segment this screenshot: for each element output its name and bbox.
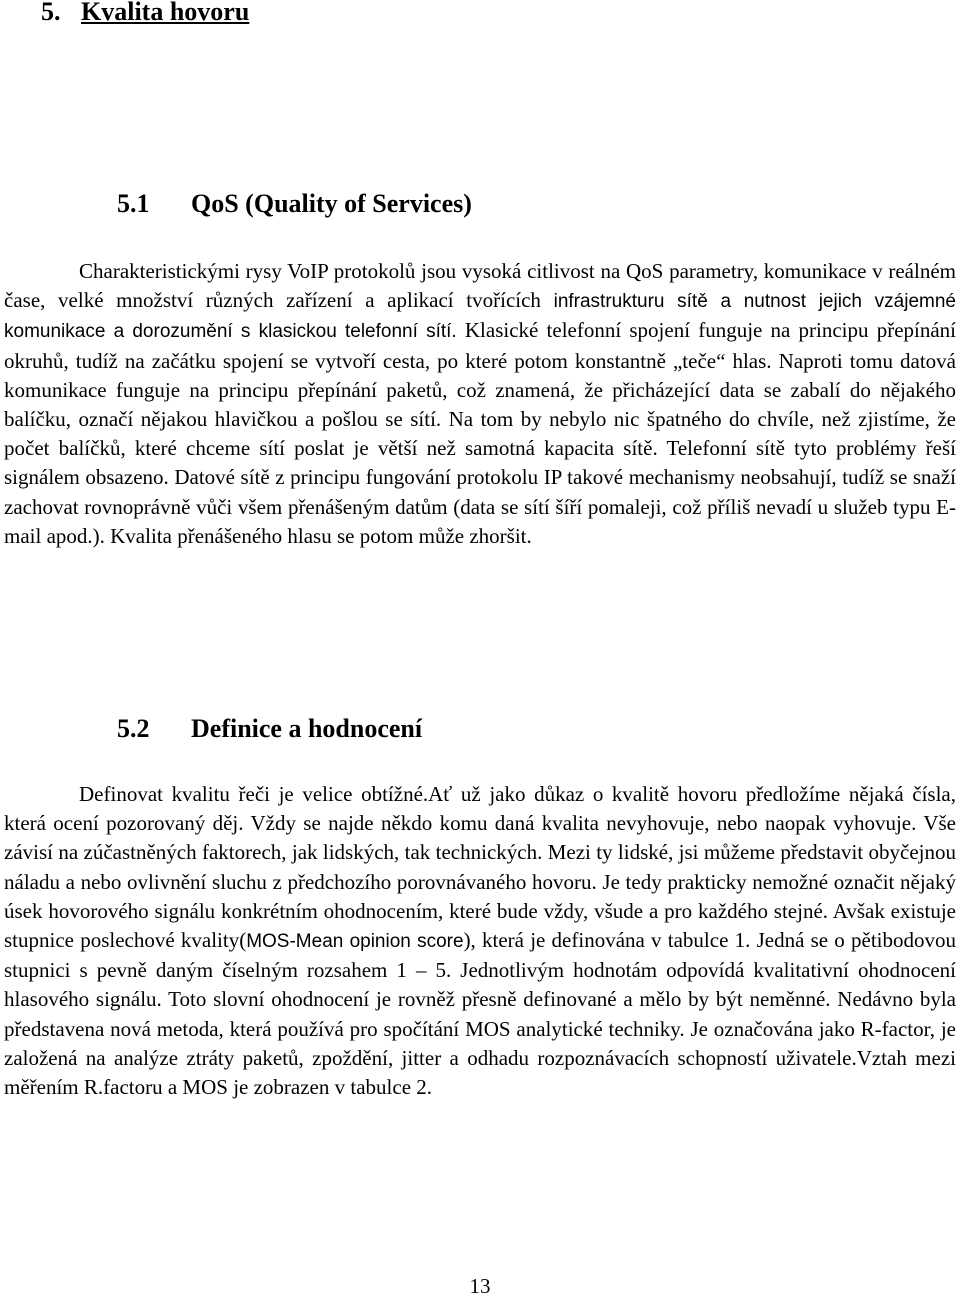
paragraph-text-sans: infrastrukturu sítě a nutnost jejich vzájemné komunikace a dorozumění s klasickou telefonní sítí.	[4, 291, 956, 343]
chapter-title: Kvalita hovoru	[81, 0, 250, 26]
paragraph-text: Charakteristickými rysy VoIP protokolů jsou vysoká citlivost na QoS parametry, komunikace v reálném čase, velké množství různých zařízení a aplikací tvořících	[4, 259, 956, 313]
paragraph-qos	[4, 257, 956, 551]
chapter-heading	[41, 0, 249, 28]
section-title: QoS (Quality of Services)	[191, 189, 472, 218]
paragraph-text: ), která je definována v tabulce 1. Jedná se o pětibodovou stupnici s pevně daným číselným rozsahem 1 – 5. Jednotlivým hodnotám odpovídá kvalitativní ohodnocení hlasového signálu. Toto slovní ohodnocení je rovněž přesně definované a mělo by být neměnné. Nedávno byla představena nová metoda, která používá pro spočítání MOS analytické techniky. Je označována jako R-factor, je založená na analýze ztráty paketů, zpoždění, jitter a odhadu rozpoznávacích schopností uživatele.Vztah mezi měřením R.factoru a MOS je zobrazen v tabulce 2.	[4, 928, 956, 1100]
section-heading-definice	[117, 713, 422, 745]
section-title: Definice a hodnocení	[191, 714, 423, 743]
paragraph-text: Klasické telefonní spojení funguje na principu přepínání okruhů, tudíž na začátku spojení se vytvoří cesta, po které potom konstantně „teče“ hlas. Naproti tomu datová komunikace funguje na principu přepínání paketů, což znamená, že přicházející data se zabalí do nějakého balíčku, označí nějakou hlavičkou a pošlou se sítí. Na tom by nebylo nic špatného do chvíle, než zjistíme, že počet balíčků, které chceme sítí poslat je větší než samotná kapacita sítě. Telefonní sítě tyto problémy řeší signálem obsazeno. Datové sítě z principu fungování protokolu IP takové mechanismy neobsahují, tudíž se snaží zachovat rovnoprávně vůči všem přenášeným datům (data se sítí šíří pomaleji, což příliš nevadí u služeb typu E-mail apod.). Kvalita přenášeného hlasu se potom může zhoršit.	[4, 318, 957, 548]
section-number: 5.2	[117, 714, 150, 743]
page-number: 13	[469, 1274, 491, 1298]
section-number: 5.1	[117, 189, 150, 218]
section-heading-qos	[117, 188, 472, 220]
paragraph-text: Definovat kvalitu řeči je velice obtížné.Ať už jako důkaz o kvalitě hovoru předložíme nějaká čísla, která ocení pozorovaný děj. Vždy se najde někdo komu daná kvalita nevyhovuje, nebo naopak vyhovuje. Vše závisí na zúčastněných faktorech, jak lidských, tak technických. Mezi ty lidské, jsi můžeme představit obyčejnou náladu a nebo ovlivnění sluchu z předchozího porovnávaného hovoru. Je tedy prakticky nemožné označit nějaký úsek hovorového signálu konkrétním ohodnocením, které bude vždy, všude a pro každého stejné. Avšak existuje stupnice poslechové kvality(	[4, 782, 956, 953]
mos-term: MOS-Mean opinion score	[246, 931, 464, 953]
chapter-number: 5.	[41, 0, 61, 26]
paragraph-definice	[4, 780, 956, 1102]
